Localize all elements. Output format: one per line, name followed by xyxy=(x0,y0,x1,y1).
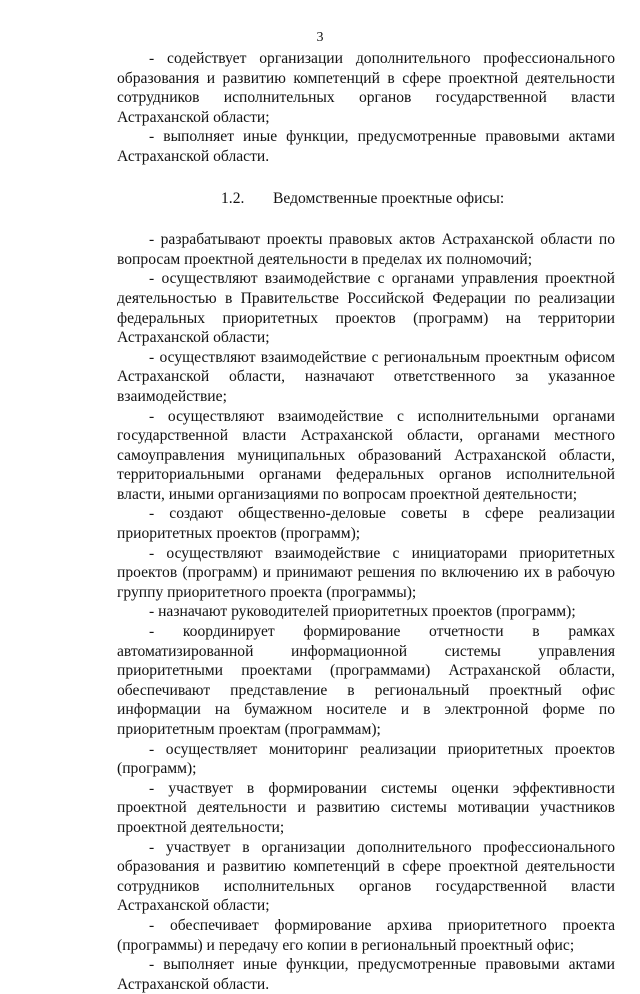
list-item: - выполняет иные функции, предусмотренные правовыми актами Астраханской области. xyxy=(117,956,615,993)
section-heading xyxy=(117,189,615,209)
list-item: - участвует в организации дополнительного профессионального образования и развитию компетенций в сфере проектной деятельности сотрудников исполнительных органов государственной власти Астраханской области; xyxy=(117,838,615,915)
list-item: - создают общественно-деловые советы в сфере реализации приоритетных проектов (программ); xyxy=(117,505,615,543)
list-item: - осуществляет мониторинг реализации приоритетных проектов (программ); xyxy=(117,740,615,778)
page-content xyxy=(117,49,615,994)
page-number: 3 xyxy=(316,30,324,45)
intro-paragraph: - содействует организации дополнительного профессионального образования и развитию компетенций в сфере проектной деятельности сотрудников исполнительных органов государственной власти Астраханской области; xyxy=(117,50,615,126)
list-item: - осуществляют взаимодействие с инициаторами приоритетных проектов (программ) и принимают решения по включению их в рабочую группу приоритетного проекта (программы); xyxy=(117,544,615,601)
list-item: - осуществляют взаимодействие с органами управления проектной деятельностью в Правительстве Российской Федерации по реализации федеральных приоритетных проектов (программ) на территории Астраханской области; xyxy=(117,270,615,347)
list-item: - осуществляют взаимодействие с исполнительными органами государственной власти Астраханской области, органами местного самоуправления муниципальных образований Астраханской области, территориальными органами федеральных органов исполнительной власти, иными организациями по вопросам проектной деятельности; xyxy=(117,407,615,503)
list-item: - координирует формирование отчетности в рамках автоматизированной информационной системы управления приоритетными проектами (программами) Астраханской области, обеспечивают представление в региональный проектный офис информации на бумажном носителе и в электронной форме по приоритетным проектам (программам); xyxy=(117,623,615,738)
list-item: - разрабатывают проекты правовых актов Астраханской области по вопросам проектной деятельности в пределах их полномочий; xyxy=(117,231,615,268)
intro-paragraph: - выполняет иные функции, предусмотренные правовыми актами Астраханской области. xyxy=(117,128,615,165)
section-number: 1.2. xyxy=(221,189,245,207)
list-item: - осуществляют взаимодействие с региональным проектным офисом Астраханской области, назначают ответственного за указанное взаимодействие; xyxy=(117,348,615,405)
list-item: - назначают руководителей приоритетных проектов (программ); xyxy=(149,603,576,621)
list-item: - участвует в формировании системы оценки эффективности проектной деятельности и развитию системы мотивации участников проектной деятельности; xyxy=(117,779,615,836)
list-item: - обеспечивает формирование архива приоритетного проекта (программы) и передачу его копии в региональный проектный офис; xyxy=(117,916,615,954)
section-title: Ведомственные проектные офисы: xyxy=(273,189,505,207)
